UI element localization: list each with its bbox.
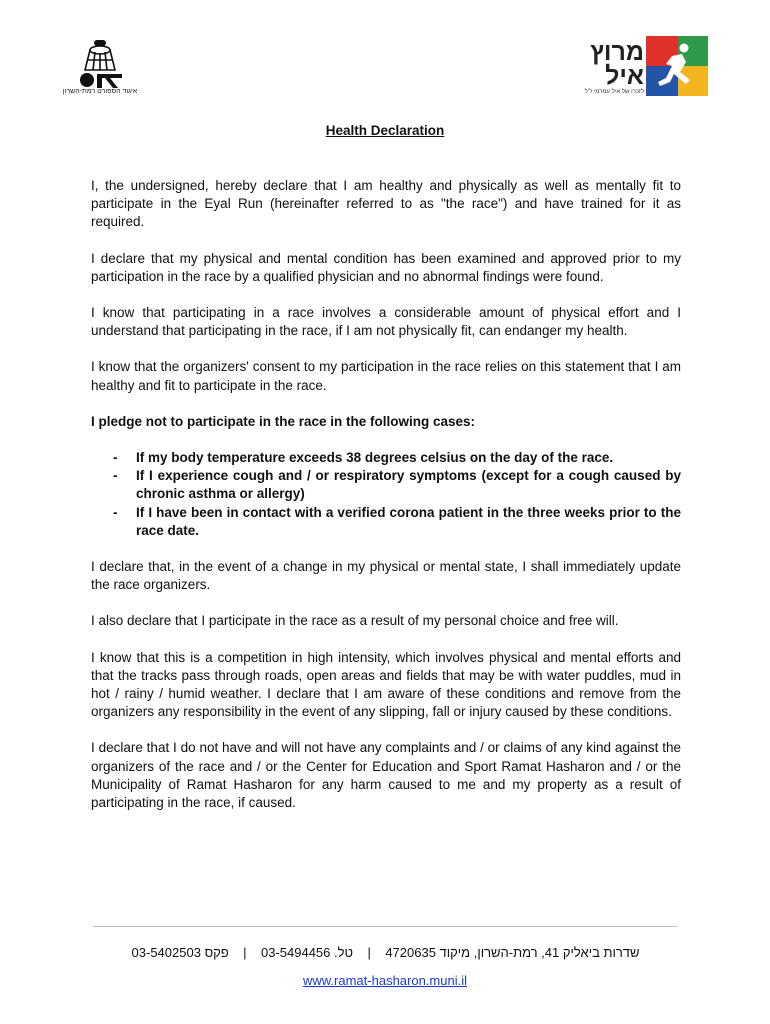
right-logo-tagline: לזכרו של איל עמרמי ז"ל xyxy=(584,89,644,95)
footer-fax: 03-5402503 xyxy=(131,945,201,960)
footer-address: שדרות ביאליק 41, רמת-השרון, מיקוד 4720635 xyxy=(385,945,640,960)
pledge-item-text: If my body temperature exceeds 38 degrees celsius on the day of the race. xyxy=(136,450,614,466)
paragraph: I know that this is a competition in high intensity, which involves physical and mental efforts and that the tracks pass through roads, open areas and fields that may be with water puddles, mud in hot / rainy / humid weather. I declare that I am aware of these conditions and remove from the organizers any responsibility in the event of any slipping, fall or injury caused by these conditions. xyxy=(91,649,681,720)
pledge-item: - If I experience cough and / or respiratory symptoms (except for a cough caused by chronic asthma or allergy) xyxy=(113,468,681,502)
pledge-item: - If I have been in contact with a verified corona patient in the three weeks prior to the race date. xyxy=(113,504,681,538)
footer-phone-label: טל. xyxy=(334,945,354,960)
footer-phone: 03-5494456 xyxy=(260,945,331,960)
right-logo-text: מרוץ איל xyxy=(590,38,644,90)
pledge-item-text: If I experience cough and / or respiratory symptoms (except for a cough caused by chronic asthma or allergy) xyxy=(136,468,681,502)
footer-fax-label: פקס xyxy=(204,945,229,960)
paragraph: I know that participating in a race involves a considerable amount of physical effort and I understand that participating in the race, if I am not physically fit, can endanger my health. xyxy=(91,305,681,339)
pledge-item-text: If I have been in contact with a verified corona patient in the three weeks prior to the race date. xyxy=(136,504,681,538)
declaration-body xyxy=(91,177,681,830)
footer-contact xyxy=(93,945,678,960)
pledge-item: - If my body temperature exceeds 38 degrees celsius on the day of the race. xyxy=(113,450,614,466)
pledge-heading: I pledge not to participate in the race in the following cases: xyxy=(91,413,476,429)
document-title: Health Declaration xyxy=(325,123,445,138)
website-link[interactable]: www.ramat-hasharon.muni.il xyxy=(302,973,467,988)
footer-separator: | xyxy=(367,945,371,960)
paragraph: I declare that my physical and mental condition has been examined and approved prior to my participation in the race by a qualified physician and no abnormal findings were found. xyxy=(91,250,681,284)
footer-divider xyxy=(93,926,677,927)
footer-separator: | xyxy=(243,945,247,960)
paragraph: I, the undersigned, hereby declare that I am healthy and physically as well as mentally fit to participate in the Eyal Run (hereinafter referred to as "the race") and have trained for it as required. xyxy=(91,178,681,230)
paragraph: I declare that, in the event of a change in my physical or mental state, I shall immediately update the race organizers. xyxy=(91,559,681,593)
paragraph: I also declare that I participate in the race as a result of my personal choice and free will. xyxy=(91,613,619,629)
left-logo-caption: איגוד הספורט רמת-השרון xyxy=(62,88,138,95)
pledge-list xyxy=(91,449,681,540)
paragraph: I know that the organizers' consent to my participation in the race relies on this statement that I am healthy and fit to participate in the race. xyxy=(91,359,681,393)
paragraph: I declare that I do not have and will not have any complaints and / or claims of any kind against the organizers of the race and / or the Center for Education and Sport Ramat Hasharon and / or the Municipality of Ramat Hasharon for any harm caused to me and my property as a result of participating in the race, if caused. xyxy=(91,740,681,811)
